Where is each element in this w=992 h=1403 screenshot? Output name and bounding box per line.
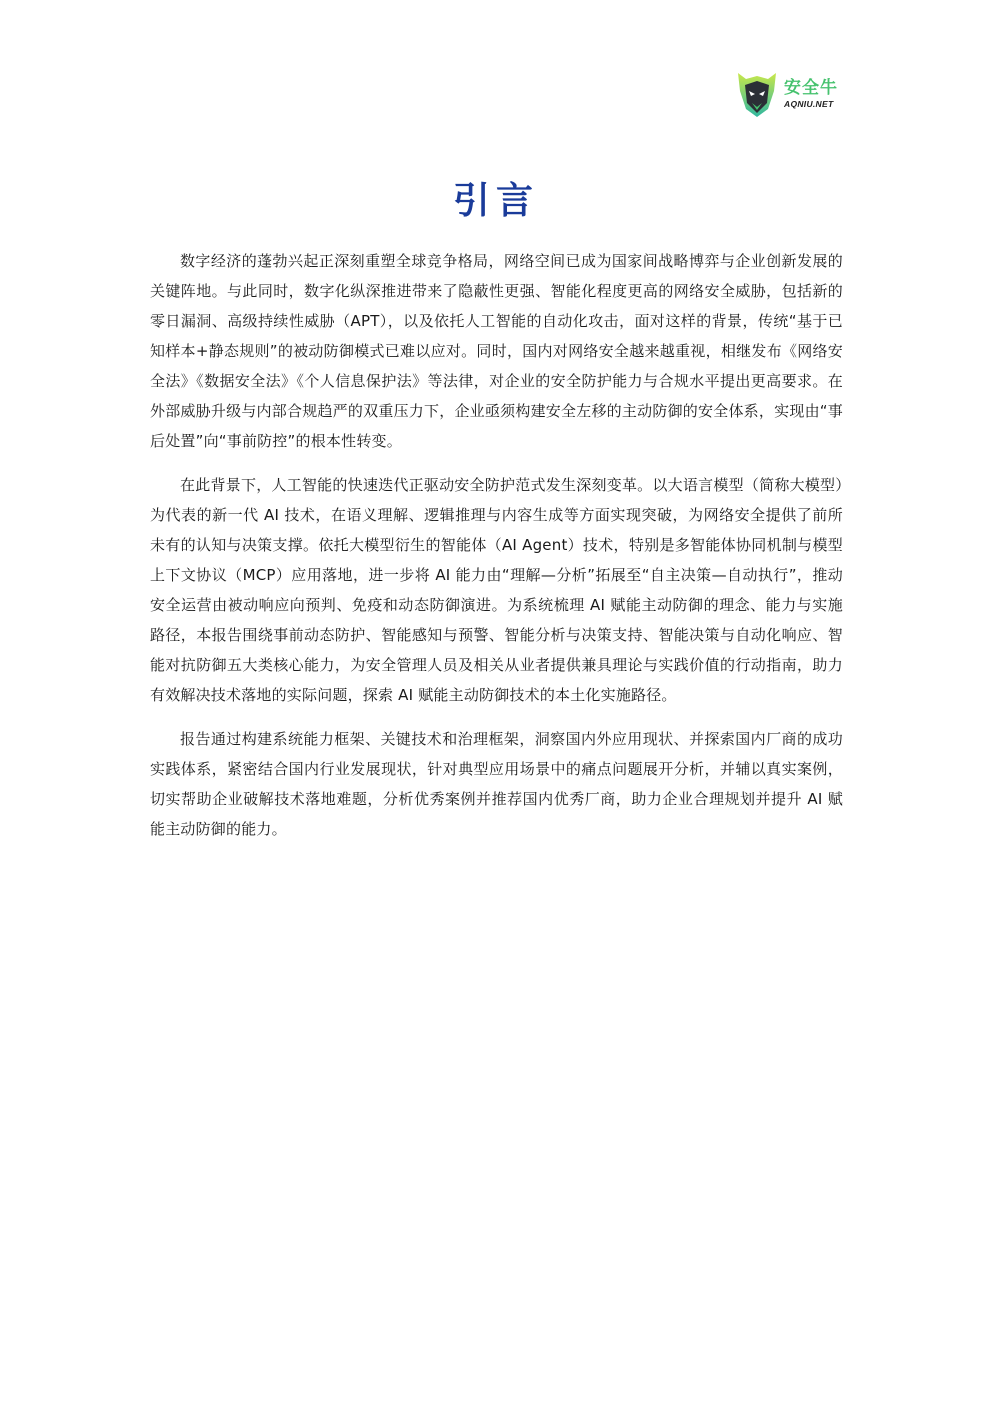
paragraph-3: 报告通过构建系统能力框架、关键技术和治理框架，洞察国内外应用现状、并探索国内厂商的成功实践体系，紧密结合国内行业发展现状，针对典型应用场景中的痛点问题展开分析，并辅以真实案例，切实帮助企业破解技术落地难题，分析优秀案例并推荐国内优秀厂商，助力企业合理规划并提升 AI 赋能主动防御的能力。 bbox=[150, 730, 843, 838]
brand-logo bbox=[734, 68, 846, 120]
logo-name-cn: 安全牛 bbox=[784, 78, 838, 98]
bull-head-icon bbox=[734, 69, 780, 119]
paragraph-1: 数字经济的蓬勃兴起正深刻重塑全球竞争格局，网络空间已成为国家间战略博弈与企业创新发展的关键阵地。与此同时，数字化纵深推进带来了隐蔽性更强、智能化程度更高的网络安全威胁，包括新的零日漏洞、高级持续性威胁（APT），以及依托人工智能的自动化攻击，面对这样的背景，传统“基于已知样本+静态规则”的被动防御模式已难以应对。同时，国内对网络安全越来越重视，相继发布《网络安全法》《数据安全法》《个人信息保护法》等法律，对企业的安全防护能力与合规水平提出更高要求。在外部威胁升级与内部合规趋严的双重压力下，企业亟须构建安全左移的主动防御的安全体系，实现由“事后处置”向“事前防控”的根本性转变。 bbox=[150, 252, 843, 450]
logo-name-en: AQNIU.NET bbox=[784, 99, 834, 109]
page-title: 引言 bbox=[453, 179, 539, 222]
body-text bbox=[150, 246, 843, 858]
paragraph-2: 在此背景下，人工智能的快速迭代正驱动安全防护范式发生深刻变革。以大语言模型（简称大模型）为代表的新一代 AI 技术，在语义理解、逻辑推理与内容生成等方面实现突破，为网络安全提供了前所未有的认知与决策支撑。依托大模型衍生的智能体（AI Agent）技术，特别是多智能体协同机制与模型上下文协议（MCP）应用落地，进一步将 AI 能力由“理解—分析”拓展至“自主决策—自动执行”，推动安全运营由被动响应向预判、免疫和动态防御演进。为系统梳理 AI 赋能主动防御的理念、能力与实施路径，本报告围绕事前动态防护、智能感知与预警、智能分析与决策支持、智能决策与自动化响应、智能对抗防御五大类核心能力，为安全管理人员及相关从业者提供兼具理论与实践价值的行动指南，助力有效解决技术落地的实际问题，探索 AI 赋能主动防御技术的本土化实施路径。 bbox=[150, 476, 843, 704]
